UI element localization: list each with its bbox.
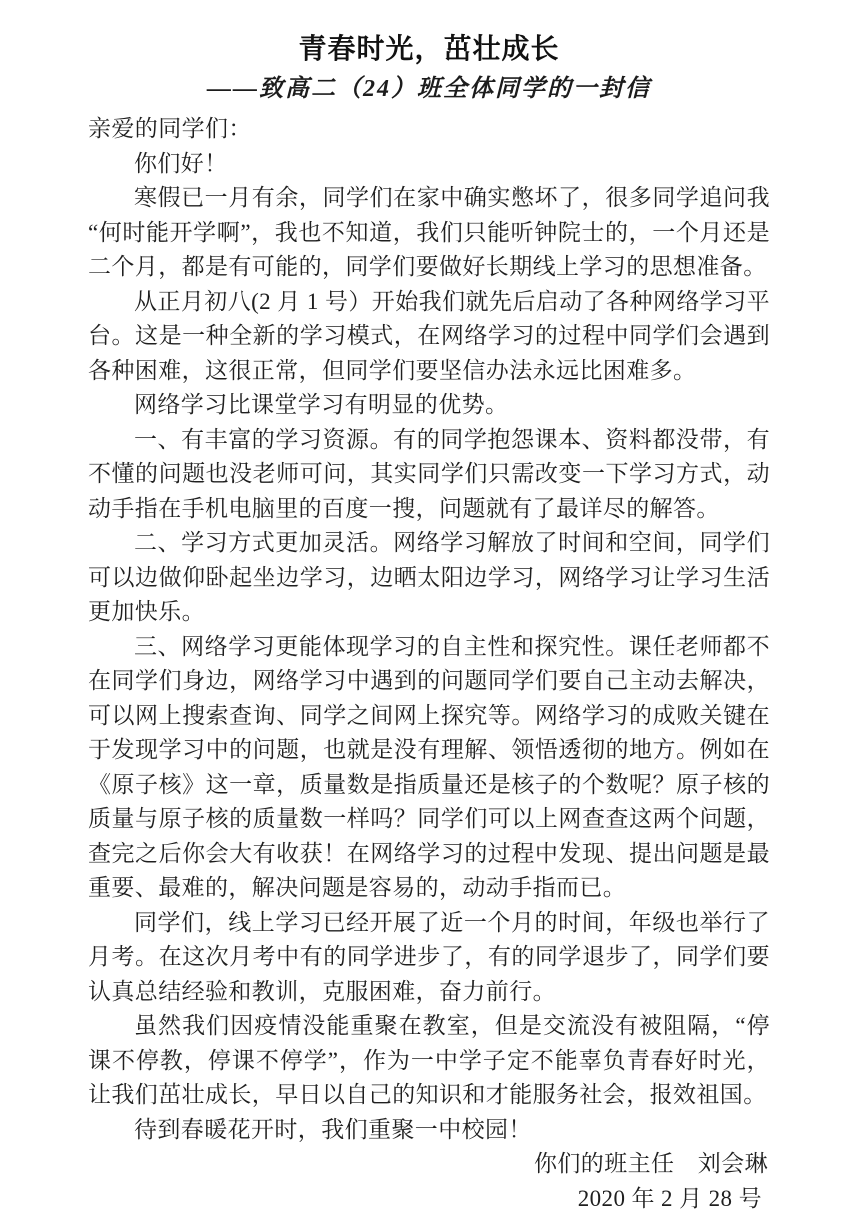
- paragraph: 网络学习比课堂学习有明显的优势。: [134, 392, 509, 417]
- paragraph: 从正月初八(2 月 1 号）开始我们就先后启动了各种网络学习平台。这是一种全新的学习模式，在网络学习的过程中同学们会遇到各种困难，这很正常，但同学们要坚信办法永远比困难多。: [88, 288, 770, 383]
- paragraph: 三、网络学习更能体现学习的自主性和探究性。课任老师都不在同学们身边，网络学习中遇到的问题同学们要自己主动去解决，可以网上搜索查询、同学之间网上探究等。网络学习的成败关键在于发现学习中的问题，也就是没有理解、领悟透彻的地方。例如在《原子核》这一章，质量数是指质量还是核子的个数呢？原子核的质量与原子核的质量数一样吗？同学们可以上网查查这两个问题，查完之后你会大有收获！在网络学习的过程中发现、提出问题是最重要、最难的，解决问题是容易的，动动手指而已。: [88, 633, 770, 900]
- signature-line: 你们的班主任 刘会琳: [534, 1151, 768, 1176]
- document-title: 青春时光，茁壮成长: [298, 33, 560, 64]
- paragraph: 同学们，线上学习已经开展了近一个月的时间，年级也举行了月考。在这次月考中有的同学进步了，有的同学退步了，同学们要认真总结经验和教训，克服困难，奋力前行。: [88, 909, 770, 1004]
- paragraph: 二、学习方式更加灵活。网络学习解放了时间和空间，同学们可以边做仰卧起坐边学习，边晒太阳边学习，网络学习让学习生活更加快乐。: [88, 530, 770, 624]
- paragraph: 寒假已一月有余，同学们在家中确实憋坏了，很多同学追问我“何时能开学啊”，我也不知道，我们只能听钟院士的，一个月还是二个月，都是有可能的，同学们要做好长期线上学习的思想准备。: [88, 185, 770, 279]
- date-line: 2020 年 2 月 28 号: [577, 1185, 762, 1211]
- paragraph: 待到春暖花开时，我们重聚一中校园！: [134, 1116, 532, 1142]
- paragraph: 你们好！: [134, 150, 228, 176]
- paragraph: 虽然我们因疫情没能重聚在教室，但是交流没有被阻隔，“停课不停教，停课不停学”，作为一中学子定不能辜负青春好时光，让我们茁壮成长，早日以自己的知识和才能服务社会，报效祖国。: [88, 1013, 770, 1107]
- salutation: 亲爱的同学们：: [88, 116, 252, 141]
- paragraph: 一、有丰富的学习资源。有的同学抱怨课本、资料都没带，有不懂的问题也没老师可问，其实同学们只需改变一下学习方式，动动手指在手机电脑里的百度一搜，问题就有了最详尽的解答。: [88, 426, 770, 521]
- document-subtitle: ——致高二（24）班全体同学的一封信: [207, 76, 651, 102]
- letter-body: [88, 147, 770, 1148]
